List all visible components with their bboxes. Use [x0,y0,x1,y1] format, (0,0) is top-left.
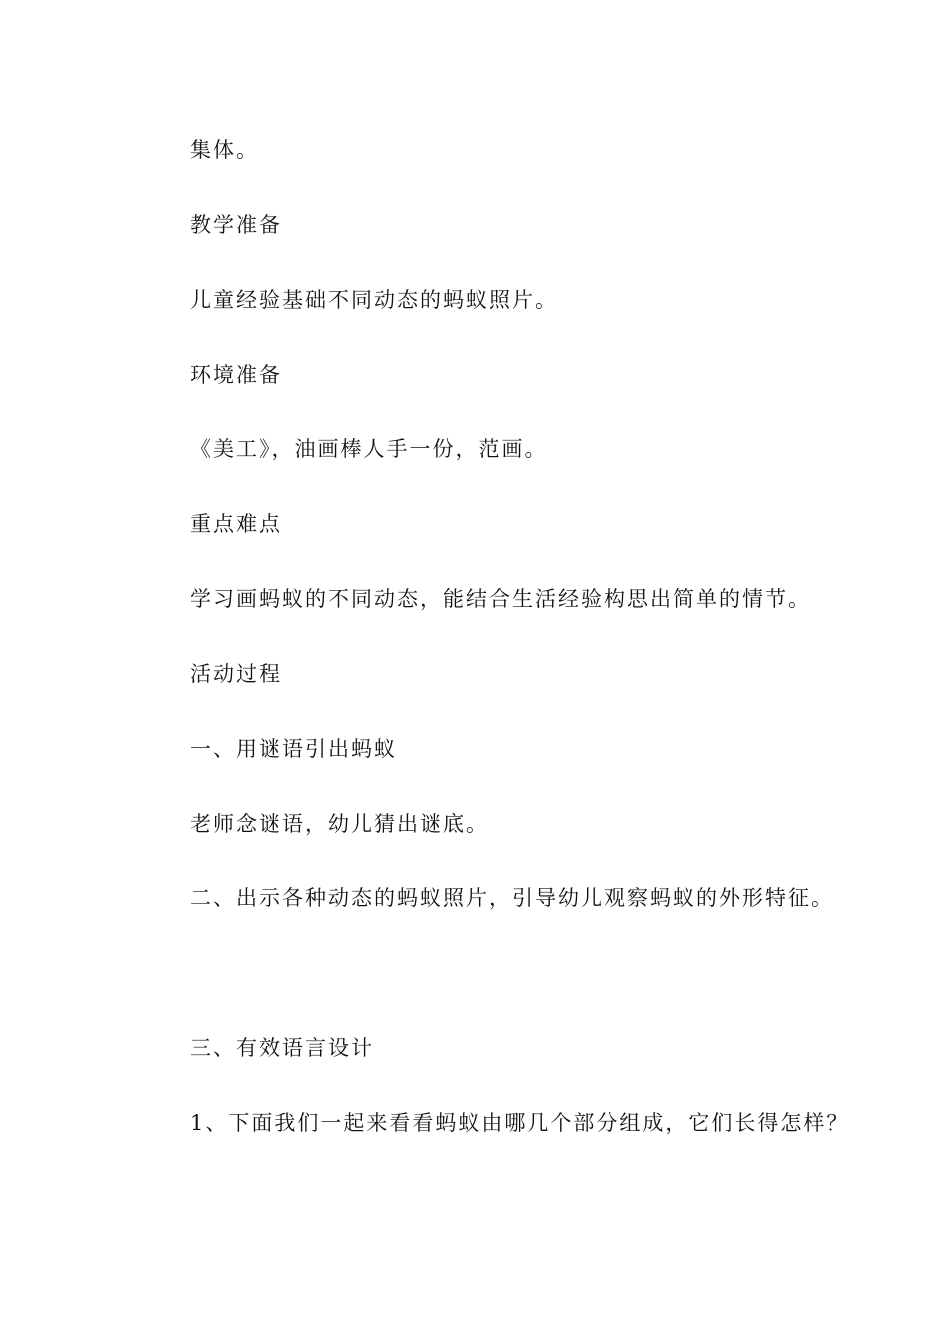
step-two-photos: 二、出示各种动态的蚂蚁照片，引导幼儿观察蚂蚁的外形特征。 [190,886,834,910]
heading-activity-process: 活动过程 [190,662,282,686]
heading-teaching-preparation: 教学准备 [190,213,282,237]
step-one-riddle: 一、用谜语引出蚂蚁 [190,737,397,761]
step-three-language-design: 三、有效语言设计 [190,1036,374,1060]
paragraph-collective: 集体。 [190,138,259,162]
paragraph-teacher-riddle: 老师念谜语，幼儿猜出谜底。 [190,812,489,836]
heading-environment-preparation: 环境准备 [190,363,282,387]
paragraph-learning-goal: 学习画蚂蚁的不同动态，能结合生活经验构思出简单的情节。 [190,587,811,611]
heading-key-difficulties: 重点难点 [190,512,282,536]
paragraph-child-experience: 儿童经验基础不同动态的蚂蚁照片。 [190,288,558,312]
paragraph-materials: 《美工》，油画棒人手一份，范画。 [190,437,548,461]
paragraph-question-one: 1、下面我们一起来看看蚂蚁由哪几个部分组成，它们长得怎样？ [190,1111,850,1135]
